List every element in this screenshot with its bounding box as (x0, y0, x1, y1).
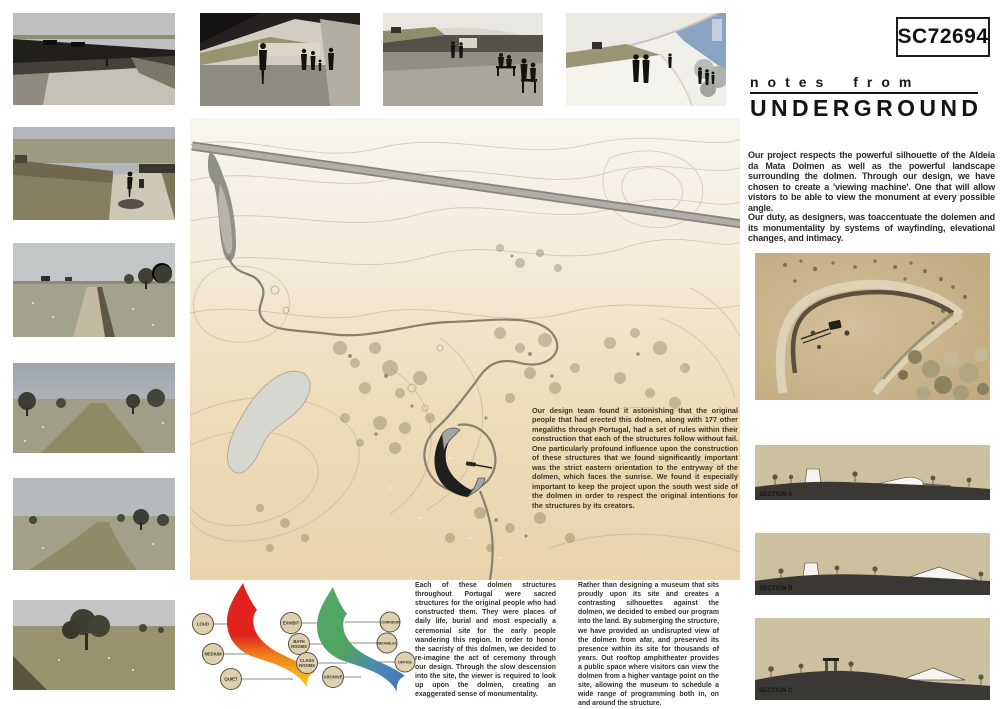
label-class-rooms: ROOMS (299, 663, 315, 668)
render-path-horizon (13, 243, 175, 337)
label-quiet: QUIET (224, 676, 238, 682)
title-line-1: notes from (750, 74, 978, 94)
render-interior-cafe (383, 13, 543, 106)
render-big-tree (13, 600, 175, 690)
dolmen-icon (803, 563, 819, 577)
render-wide-path (13, 363, 175, 453)
label-medium: MEDIUM (204, 651, 222, 657)
label-bath-rooms: ROOMS (291, 644, 307, 649)
label-corridor: CORRIDOR (380, 620, 400, 625)
section-a-drawing (755, 445, 990, 500)
section-label: SECTION B (759, 585, 793, 592)
statement-paragraph-1: Our project respects the powerful silhouette of the Aldeia da Mata Dolmen as well as the powerful landscape surrounding the dolmen. Through our design, we have chosen to create a 'viewing machine'. One that will allow vistors to be able to view the monument at every possible angle. (748, 150, 995, 213)
site-plan-map (190, 118, 740, 580)
label-loud: LOUD (196, 621, 210, 627)
section-label: SECTION C (759, 687, 793, 694)
render-interior-dark (200, 13, 360, 106)
bottom-paragraph-1: Each of these dolmen structures throughout Portugal were sacred structures for the original people who had constructed them. They were places of daily life, burial and most especially a ceremonial site for the early people wandering this region. In order to honor the sacristy of this dolmen, we decided to re-imagine the act of ceremony through our design. Through the slow descension into the site, the viewer is required to look up upon the dolmen, creating an exaggerated sense of monumentality. (415, 582, 556, 699)
label-bath: BATH (293, 639, 305, 644)
render-curving-path (13, 478, 175, 570)
render-trench-walk (13, 127, 175, 220)
program-diagram (187, 580, 418, 706)
label-archive: ARCHIVE (323, 674, 343, 680)
statement-paragraph-2: Our duty, as designers, was toaccentuate the dolemen and its monumentality by systems of wayfinding, elevational changes, and intimacy. (748, 212, 995, 244)
label-exhibit: EXHIBIT (282, 620, 300, 626)
bottom-paragraph-2: Rather than designing a museum that sits proudly upon its site and creates a contrasting silhouettes against the dolmen, we decided to embed our program into the land. By submerging the structure, we have provided an undisrupted view of the dolmen from afar, and preserved its presence within its site for thousands of years. Out rooftop amphitheater provides a public space where visitors can view the dolmen from a higher vantage point on the site, allowing the museum to schedule a wide range of programming both in, on and around the structure. (578, 582, 719, 708)
label-class: CLASS (299, 658, 315, 663)
render-aerial-viewing-machine (755, 253, 990, 400)
section-b-drawing (755, 533, 990, 595)
entry-code: SC72694 (897, 25, 989, 48)
render-canopy-walk (566, 13, 726, 106)
section-c-drawing (755, 618, 990, 700)
pond (227, 371, 310, 473)
map-annotation: Our design team found it astonishing that the original people that had erected this dolmen, along with 177 other megaliths through Portugal, had a set of rules within their construction that each of the structures follow without fail. One particularly profound influence upon the construction of these structures that we found significantly important was the strict eastern orientation to the entryway of the dolmen, which faces the sunrise. We found it especially important to keep the project upon the south west side of the dolmen in order to respect the original intentions for the structures by its creators. (532, 406, 738, 510)
site-plan-graphics (190, 118, 740, 580)
label-mech-elec: MECH/ELEC (377, 641, 397, 646)
label-office: OFFICE (398, 660, 412, 665)
section-label: SECTION A (759, 491, 793, 498)
dolmen-icon (805, 469, 821, 483)
project-title (750, 74, 983, 122)
title-line-2: UNDERGROUND (750, 95, 983, 121)
entry-code-box (896, 17, 990, 57)
render-courtyard-roof (13, 13, 175, 105)
